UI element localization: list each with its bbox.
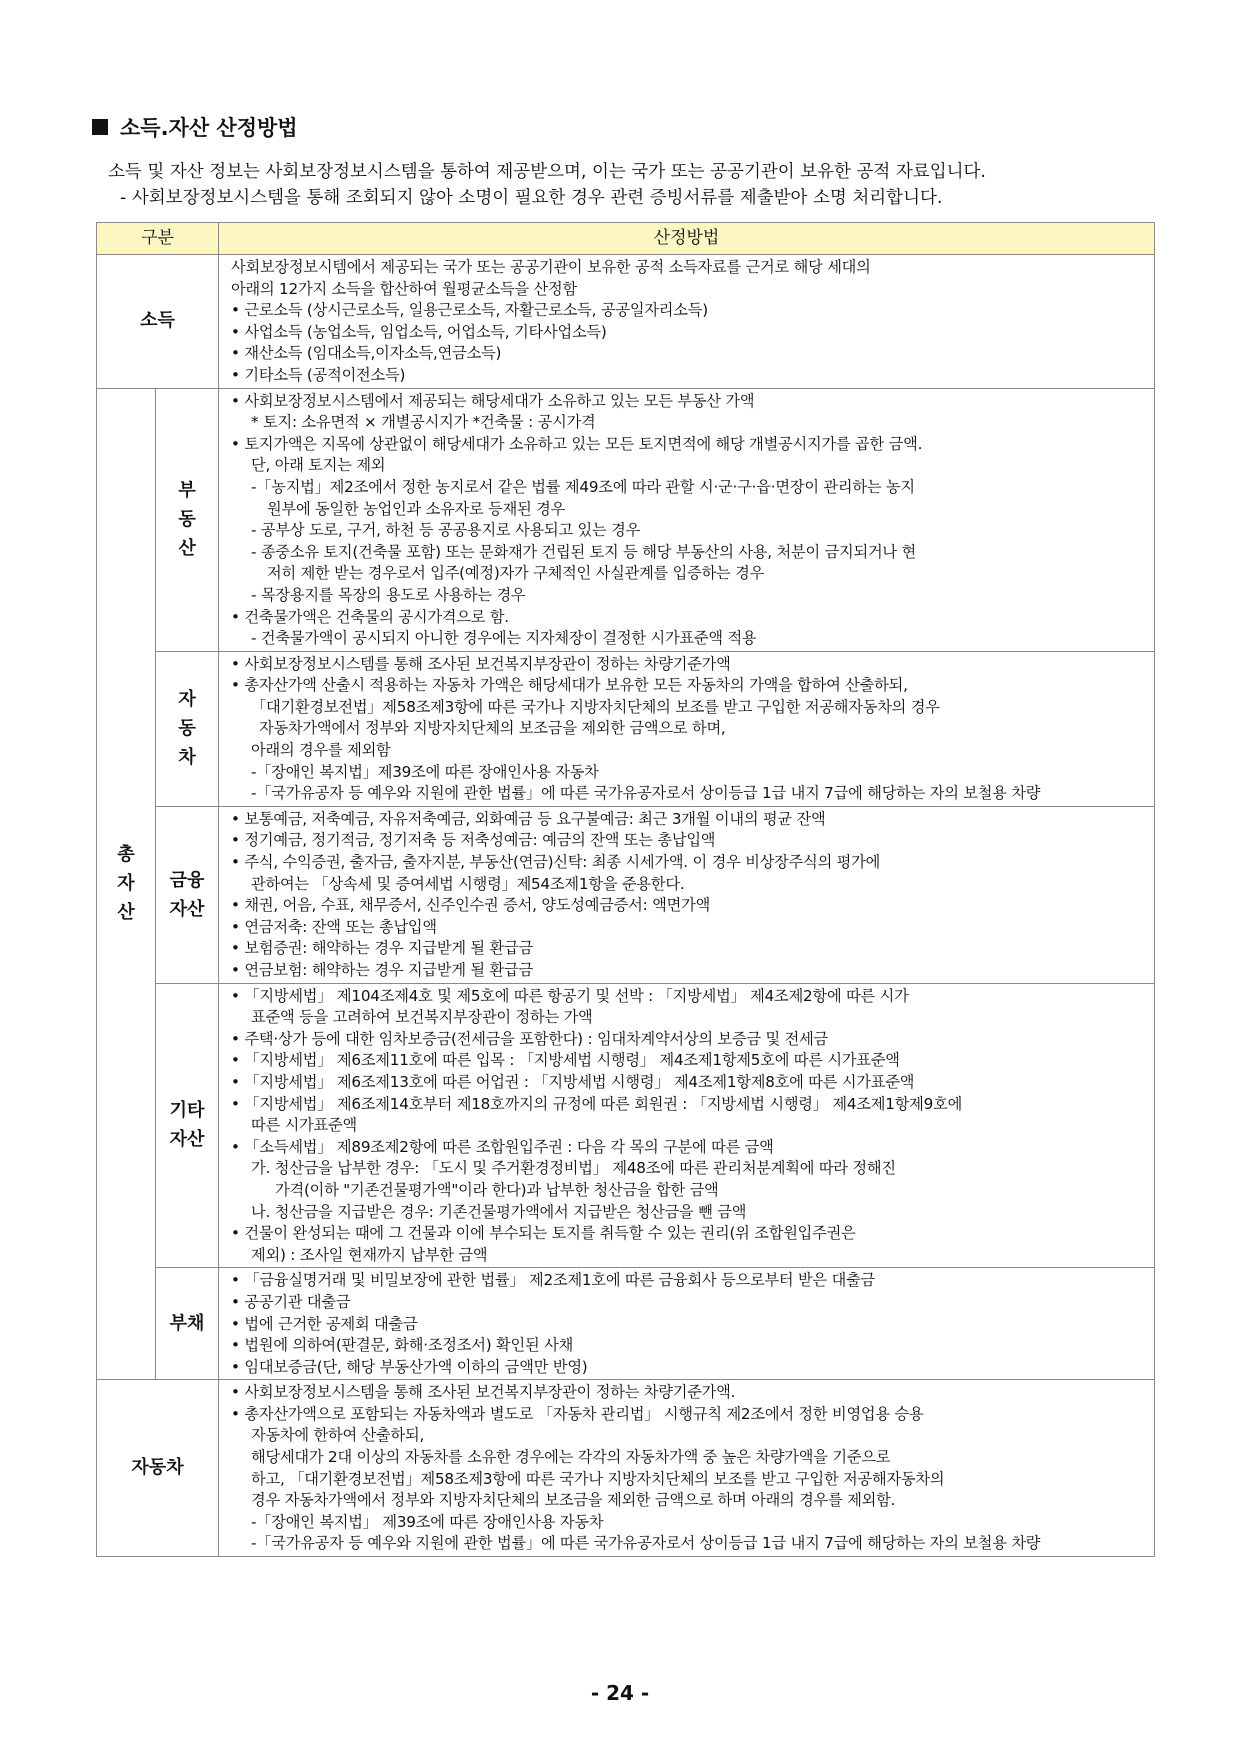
- intro-line: - 사회보장정보시스템을 통해 조회되지 않아 소명이 필요한 경우 관련 증빙서류를 제출받아 소명 처리합니다.: [120, 188, 943, 208]
- bullet-item: • 건축물가액은 건축물의 공시가격으로 함.: [231, 607, 1146, 629]
- header-category: 구분: [97, 223, 219, 255]
- text-line: 아래의 경우를 제외함: [251, 741, 391, 760]
- bullet-item: • 보험증권: 해약하는 경우 지급받게 될 환급금: [231, 938, 1146, 960]
- text-line: 제외) : 조사일 현재까지 납부한 금액: [251, 1245, 488, 1264]
- text-line: 가격(이하 "기존건물평가액"이라 한다)과 납부한 청산금을 합한 금액: [275, 1180, 719, 1199]
- text-line: * 토지: 소유면적 × 개별공시지가 *건축물 : 공시가격: [251, 413, 596, 432]
- square-bullet-icon: [92, 119, 108, 135]
- bullet-item: • 공공기관 대출금: [231, 1292, 1146, 1314]
- subcategory-financial: [156, 806, 219, 983]
- bullet-item: • 건물이 완성되는 때에 그 건물과 이에 부수되는 토지를 취득할 수 있는 권리(위 조합원입주권은: [231, 1223, 1146, 1245]
- section-title: 소득.자산 산정방법: [120, 116, 298, 140]
- subcategory-real-estate: [156, 388, 219, 651]
- text-line: 경우 자동차가액에서 정부와 지방자치단체의 보조금을 제외한 금액으로 하며 아래의 경우를 제외함.: [251, 1491, 896, 1510]
- calculation-table: [96, 222, 1155, 1557]
- text-line: - 건축물가액이 공시되지 아니한 경우에는 지자체장이 결정한 시가표준액 적용: [251, 629, 757, 648]
- text-line: 자동차에 한하여 산출하되,: [251, 1426, 425, 1445]
- intro-line: 소득 및 자산 정보는 사회보장정보시스템을 통하여 제공받으며, 이는 국가 또는 공공기관이 보유한 공적 자료입니다.: [108, 162, 986, 182]
- table-row: [97, 806, 1155, 983]
- text-line: 자동차가액에서 정부와 지방자치단체의 보조금을 제외한 금액으로 하며,: [259, 719, 726, 738]
- bullet-item: • 「지방세법」 제104조제4호 및 제5호에 따른 항공기 및 선박 : 「지방세법」 제4조제2항에 따른 시가: [231, 986, 1146, 1008]
- bullet-item: • 사회보장정보시스템을 통해 조사된 보건복지부장관이 정하는 차량기준가액.: [231, 1382, 1146, 1404]
- bullet-item: • 주식, 수익증권, 출자금, 출자지분, 부동산(연금)신탁: 최종 시세가액. 이 경우 비상장주식의 평가에: [231, 852, 1146, 874]
- total-assets-label: 총 자 산: [117, 844, 135, 924]
- method-other-assets: [219, 983, 1155, 1268]
- bullet-item: • 정기예금, 정기적금, 정기저축 등 저축성예금: 예금의 잔액 또는 총납입액: [231, 830, 1146, 852]
- text-line: -「장애인 복지법」제39조에 따른 장애인사용 자동차: [251, 762, 599, 781]
- table-row: [97, 1380, 1155, 1557]
- category-vehicle: 자동차: [97, 1380, 219, 1557]
- bullet-item: • 연금보험: 해약하는 경우 지급받게 될 환급금: [231, 960, 1146, 982]
- real-estate-label: 부 동 산: [178, 480, 196, 560]
- bullet-item: • 연금저축: 잔액 또는 총납입액: [231, 917, 1146, 939]
- method-debt: [219, 1268, 1155, 1380]
- bullet-item: • 「지방세법」 제6조제14호부터 제18호까지의 규정에 따른 회원권 : 「지방세법 시행령」 제4조제1항제9호에: [231, 1094, 1146, 1116]
- bullet-item: • 주택·상가 등에 대한 임차보증금(전세금을 포함한다) : 임대차계약서상의 보증금 및 전세금: [231, 1029, 1146, 1051]
- table-row: [97, 651, 1155, 806]
- text-line: 원부에 동일한 농업인과 소유자로 등재된 경우: [267, 499, 566, 518]
- method-vehicle-asset: [219, 651, 1155, 806]
- text-line: - 공부상 도로, 구거, 하천 등 공공용지로 사용되고 있는 경우: [251, 521, 641, 540]
- bullet-item: • 재산소득 (임대소득,이자소득,연금소득): [231, 343, 1146, 365]
- text-line: 해당세대가 2대 이상의 자동차를 소유한 경우에는 각각의 자동차가액 중 높은 차량가액을 기준으로: [251, 1448, 891, 1467]
- subcategory-debt: 부채: [156, 1268, 219, 1380]
- bullet-item: • 사업소득 (농업소득, 임업소득, 어업소득, 기타사업소득): [231, 322, 1146, 344]
- text-line: 관하여는 「상속세 및 증여세법 시행령」제54조제1항을 준용한다.: [251, 874, 685, 893]
- table-row: [97, 255, 1155, 389]
- text-line: 「대기환경보전법」제58조제3항에 따른 국가나 지방자치단체의 보조를 받고 구입한 저공해자동차의 경우: [251, 697, 940, 716]
- method-financial: [219, 806, 1155, 983]
- section-heading: [92, 112, 298, 142]
- text-line: -「농지법」제2조에서 정한 농지로서 같은 법률 제49조에 따라 관할 시·군·구·읍·면장이 관리하는 농지: [251, 477, 915, 496]
- text-line: 사회보장정보시템에서 제공되는 국가 또는 공공기관이 보유한 공적 소득자료를 근거로 해당 세대의: [231, 258, 871, 276]
- subcategory-other-assets: [156, 983, 219, 1268]
- text-line: - 목장용지를 목장의 용도로 사용하는 경우: [251, 585, 526, 604]
- text-line: -「국가유공자 등 예우와 지원에 관한 법률」에 따른 국가유공자로서 상이등급 1급 내지 7급에 해당하는 자의 보철용 차량: [251, 784, 1041, 803]
- table-row: [97, 1268, 1155, 1380]
- bullet-item: • 「금융실명거래 및 비밀보장에 관한 법률」 제2조제1호에 따른 금융회사 등으로부터 받은 대출금: [231, 1270, 1146, 1292]
- bullet-item: • 보통예금, 저축예금, 자유저축예금, 외화예금 등 요구불예금: 최근 3개월 이내의 평균 잔액: [231, 809, 1146, 831]
- page-number: - 24 -: [590, 1681, 650, 1705]
- text-line: 저히 제한 받는 경우로서 입주(예정)자가 구체적인 사실관계를 입증하는 경우: [267, 564, 765, 583]
- bullet-item: • 법원에 의하여(판결문, 화해·조정조서) 확인된 사채: [231, 1335, 1146, 1357]
- text-line: - 종중소유 토지(건축물 포함) 또는 문화재가 건립된 토지 등 해당 부동산의 사용, 처분이 금지되거나 현: [251, 542, 917, 561]
- bullet-item: • 「소득세법」 제89조제2항에 따른 조합원입주권 : 다음 각 목의 구분에 따른 금액: [231, 1137, 1146, 1159]
- table-row: [97, 983, 1155, 1268]
- text-line: 가. 청산금을 납부한 경우: 「도시 및 주거환경정비법」 제48조에 따른 관리처분계획에 따라 정해진: [251, 1159, 896, 1178]
- bullet-item: • 임대보증금(단, 해당 부동산가액 이하의 금액만 반영): [231, 1357, 1146, 1379]
- text-line: 아래의 12가지 소득을 합산하여 월평균소득을 산정함: [231, 279, 577, 298]
- bullet-item: • 법에 근거한 공제회 대출금: [231, 1314, 1146, 1336]
- bullet-item: • 사회보장정보시스템에서 제공되는 해당세대가 소유하고 있는 모든 부동산 가액: [231, 391, 1146, 413]
- financial-label: 금융 자산: [169, 869, 205, 920]
- bullet-item: • 「지방세법」 제6조제13호에 따른 어업권 : 「지방세법 시행령」 제4조제1항제8호에 따른 시가표준액: [231, 1072, 1146, 1094]
- bullet-item: • 근로소득 (상시근로소득, 일용근로소득, 자활근로소득, 공공일자리소득): [231, 300, 1146, 322]
- other-assets-label: 기타 자산: [169, 1100, 205, 1151]
- category-income: 소득: [97, 255, 219, 389]
- bullet-item: • 채권, 어음, 수표, 채무증서, 신주인수권 증서, 양도성예금증서: 액면가액: [231, 895, 1146, 917]
- bullet-item: • 총자산가액 산출시 적용하는 자동차 가액은 해당세대가 보유한 모든 자동차의 가액을 합하여 산출하되,: [231, 675, 1146, 697]
- table-row: [97, 388, 1155, 651]
- header-method: 산정방법: [219, 223, 1155, 255]
- method-income: [219, 255, 1155, 389]
- table-header-row: [97, 223, 1155, 255]
- bullet-item: • 「지방세법」 제6조제11호에 따른 입목 : 「지방세법 시행령」 제4조제1항제5호에 따른 시가표준액: [231, 1050, 1146, 1072]
- text-line: 단, 아래 토지는 제외: [251, 456, 386, 475]
- text-line: -「장애인 복지법」 제39조에 따른 장애인사용 자동차: [251, 1512, 604, 1531]
- bullet-item: • 총자산가액으로 포함되는 자동차액과 별도로 「자동차 관리법」 시행규칙 제2조에서 정한 비영업용 승용: [231, 1404, 1146, 1426]
- method-vehicle: [219, 1380, 1155, 1557]
- method-real-estate: [219, 388, 1155, 651]
- subcategory-vehicle-asset: [156, 651, 219, 806]
- vehicle-asset-label: 자 동 차: [178, 689, 196, 769]
- text-line: 표준액 등을 고려하여 보건복지부장관이 정하는 가액: [251, 1008, 593, 1027]
- category-total-assets: [97, 388, 156, 1380]
- text-line: 나. 청산금을 지급받은 경우: 기존건물평가액에서 지급받은 청산금을 뺀 금액: [251, 1202, 747, 1221]
- text-line: -「국가유공자 등 예우와 지원에 관한 법률」에 따른 국가유공자로서 상이등급 1급 내지 7급에 해당하는 자의 보철용 차량: [251, 1534, 1041, 1553]
- bullet-item: • 토지가액은 지목에 상관없이 해당세대가 소유하고 있는 모든 토지면적에 해당 개별공시지가를 곱한 금액.: [231, 434, 1146, 456]
- bullet-item: • 사회보장정보시스템를 통해 조사된 보건복지부장관이 정하는 차량기준가액: [231, 654, 1146, 676]
- bullet-item: • 기타소득 (공적이전소득): [231, 365, 1146, 387]
- text-line: 하고, 「대기환경보전법」제58조제3항에 따른 국가나 지방자치단체의 보조를 받고 구입한 저공해자동차의: [251, 1469, 945, 1488]
- text-line: 따른 시가표준액: [251, 1116, 357, 1135]
